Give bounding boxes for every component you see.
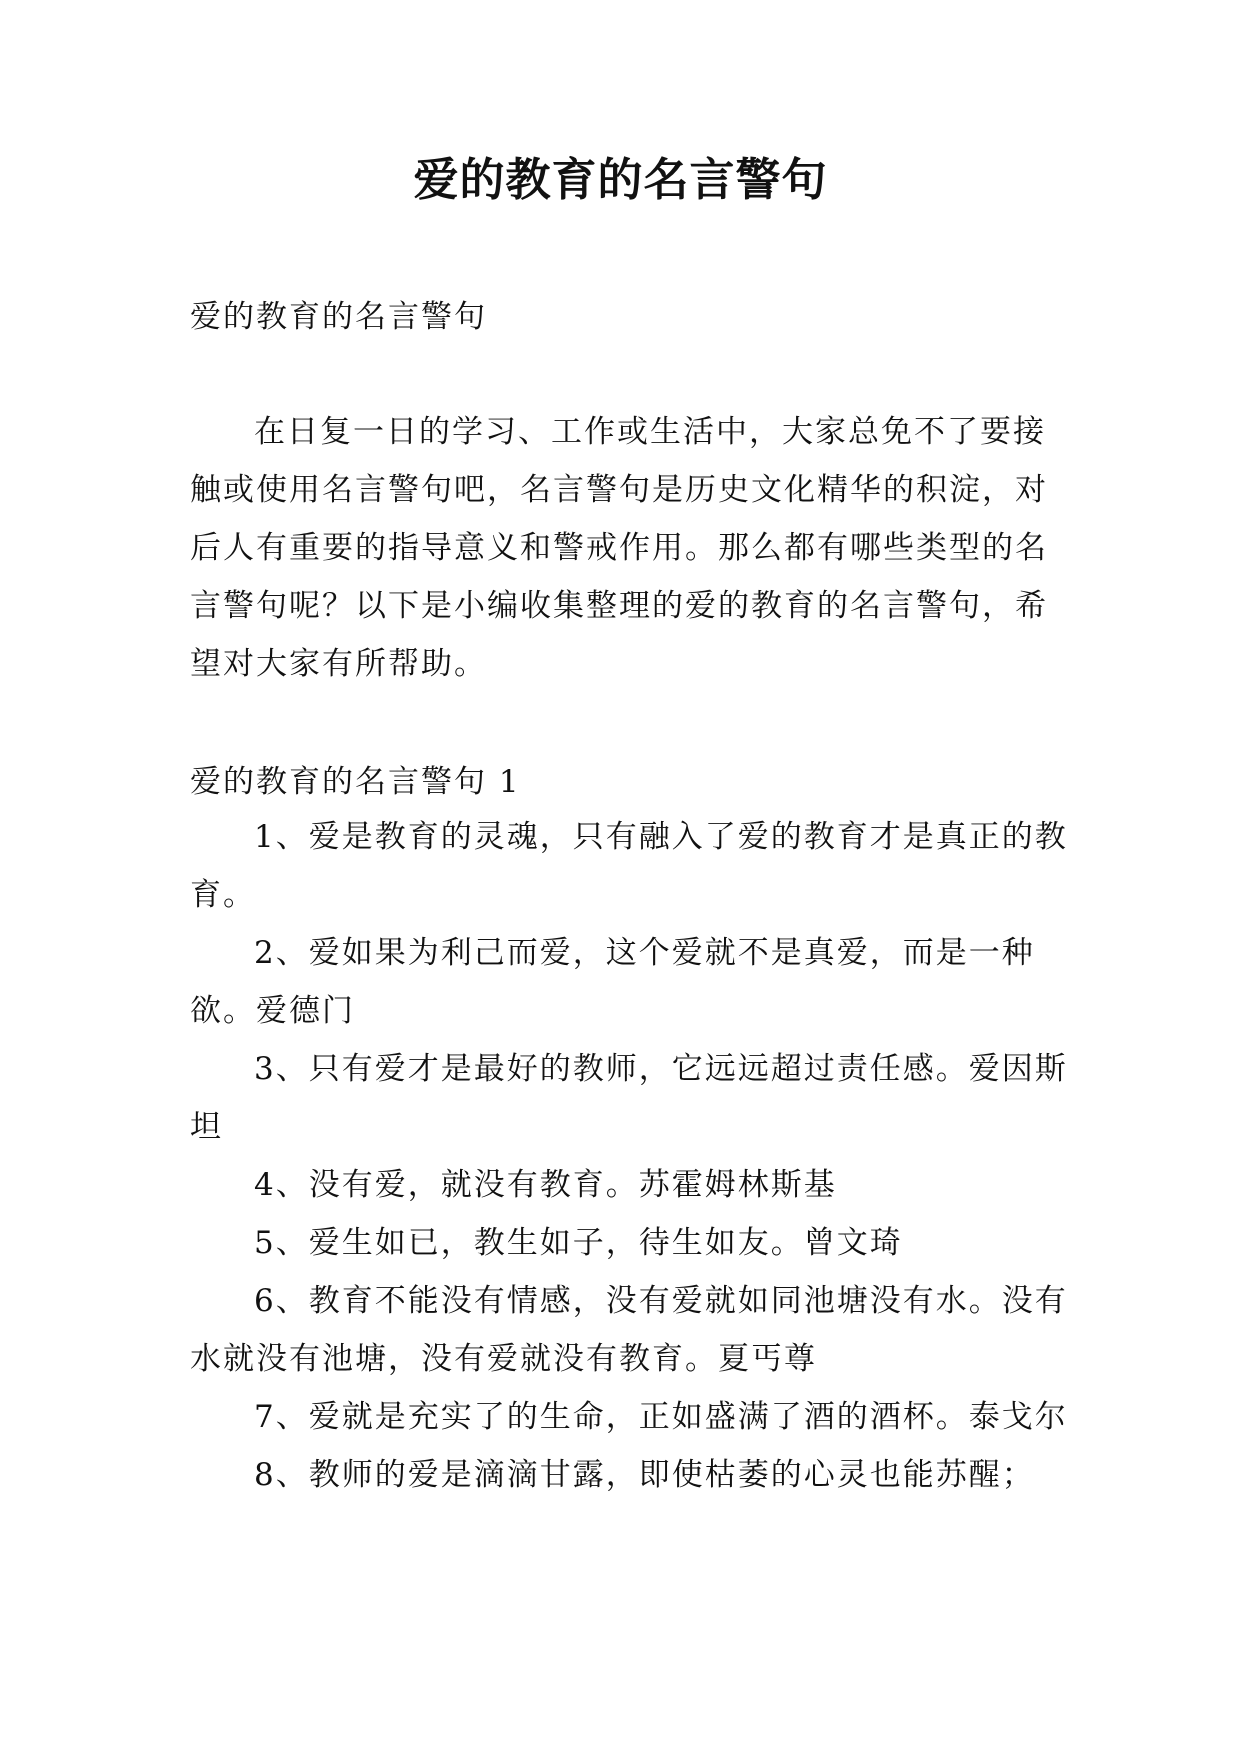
quote-item: 7、爱就是充实了的生命，正如盛满了酒的酒杯。泰戈尔 — [254, 1399, 1068, 1435]
quote-item: 6、教育不能没有情感，没有爱就如同池塘没有水。没有水就没有池塘，没有爱就没有教育。夏丐尊 — [190, 1283, 1068, 1377]
quote-list — [190, 808, 1070, 1504]
quote-item: 3、只有爱才是最好的教师，它远远超过责任感。爱因斯坦 — [190, 1051, 1068, 1145]
document-subtitle: 爱的教育的名言警句 — [190, 299, 487, 335]
section-heading: 爱的教育的名言警句 1 — [190, 764, 521, 800]
quote-item: 4、没有爱，就没有教育。苏霍姆林斯基 — [254, 1167, 837, 1203]
document-title: 爱的教育的名言警句 — [413, 153, 828, 206]
intro-paragraph: 在日复一日的学习、工作或生活中，大家总免不了要接触或使用名言警句吧，名言警句是历史文化精华的积淀，对后人有重要的指导意义和警戒作用。那么都有哪些类型的名言警句呢？以下是小编收集整理的爱的教育的名言警句，希望对大家有所帮助。 — [190, 414, 1048, 682]
quote-item: 1、爱是教育的灵魂，只有融入了爱的教育才是真正的教育。 — [190, 819, 1068, 913]
quote-item: 5、爱生如已，教生如子，待生如友。曾文琦 — [254, 1225, 903, 1261]
quote-item: 2、爱如果为利己而爱，这个爱就不是真爱，而是一种欲。爱德门 — [190, 935, 1035, 1029]
quote-item: 8、教师的爱是滴滴甘露，即使枯萎的心灵也能苏醒； — [254, 1457, 1035, 1493]
